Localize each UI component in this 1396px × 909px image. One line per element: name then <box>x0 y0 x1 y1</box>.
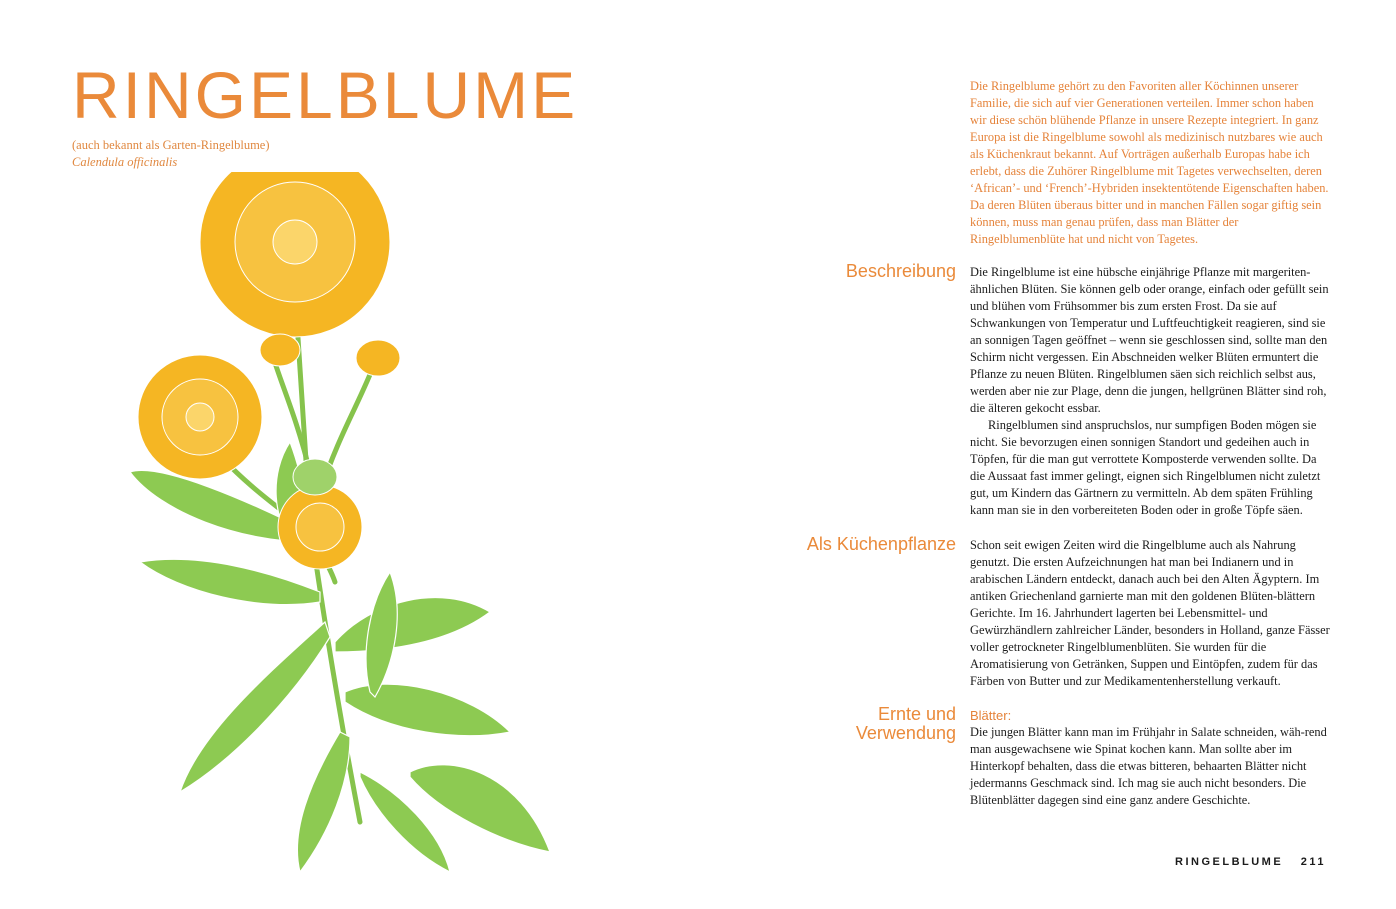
section-ernte-verwendung <box>970 707 1330 809</box>
page-number: 211 <box>1300 856 1326 868</box>
subheading-blaetter: Blätter: <box>970 708 1012 723</box>
section-kuechenpflanze <box>970 537 1330 690</box>
page-footer <box>1163 856 1326 868</box>
kuechenpflanze-paragraph-1: Schon seit ewigen Zeiten wird die Ringelblume auch als Nahrung genutzt. Die ersten Aufzeichnungen hat man bei Indianern und in arabischen Ländern entdeckt, danach auch bei den Alten Ägyptern. Im antiken Griechenland garnierte man mit den goldenen Blüten-blättern Gerichte. Im 16. Jahrhundert lagerten bei Lebensmittel- und Gewürzhändlern zahlreicher Länder, besonders in Holland, ganze Fässer voller getrockneter Ringelblumenblüten. Sie wurden für die Aromatisierung von Getränken, Suppen und Eintöpfen, zudem für das Färben von Butter und zur Medikamentenherstellung verkauft. <box>970 538 1330 688</box>
middle-flower <box>278 485 362 569</box>
intro-paragraph: Die Ringelblume gehört zu den Favoriten aller Köchinnen unserer Familie, die sich auf vier Generationen verteilen. Immer schon haben wir diese schön blühende Pflanze in unsere Rezepte integriert. In ganz Europa ist die Ringelblume sowohl als medizinisch nutzbares wie auch als Küchenkraut bekannt. Auf Vorträgen außerhalb Europas habe ich erlebt, dass die Zuhörer Ringelblume mit Tagetes verwechselten, deren ‘African’- und ‘French’-Hybriden insektentötende Eigenschaften haben. Da deren Blüten überaus bitter und in manchen Fällen sogar giftig sein können, muss man genau prüfen, dass man Blätter der Ringelblumenblüte hat und nicht von Tagetes. <box>970 79 1329 246</box>
common-name-subtitle: (auch bekannt als Garten-Ringelblume) <box>72 138 270 152</box>
heading-ernte-verwendung <box>756 705 956 743</box>
heading-ernte-line2: Verwendung <box>855 723 956 743</box>
heading-ernte-line1: Ernte und <box>877 704 956 724</box>
ernte-paragraph-1: Die jungen Blätter kann man im Frühjahr in Salate schneiden, wäh-rend man ausgewachsene wie Spinat kochen kann. Man sollte aber im Hinterkopf behalten, dass die etwas bitteren, behaarten Blätter nicht jedermanns Geschmack sind. Ich mag sie auch nicht besonders. Die Blütenblätter dagegen sind eine ganz andere Geschichte. <box>970 725 1327 807</box>
beschreibung-paragraph-2: Ringelblumen sind anspruchslos, nur sumpfigen Boden mögen sie nicht. Sie bevorzugen einen sonnigen Standort und gedeihen auch in Töpfen, für die man gut verrottete Komposterde verwenden sollte. Da die Aussaat fast immer gelingt, eignen sich Ringelblumen nicht zuletzt gut, um Kindern das Gärtnern zu vermitteln. Ab dem späten Frühling kann man sie in den vorbereiteten Boden oder in große Töpfe säen. <box>970 418 1321 517</box>
beschreibung-paragraph-1: Die Ringelblume ist eine hübsche einjährige Pflanze mit margeriten-ähnlichen Blüten. Sie können gelb oder orange, einfach oder gefüllt sein und blühen vom Frühsommer bis zum ersten Frost. Da sie auf Schwankungen von Temperatur und Luftfeuchtigkeit reagieren, sind sie an sonnigen Tagen geöffnet – wenn sie geschlossen sind, sollte man den Schirm nicht vergessen. Ein Abschneiden welker Blüten ermuntert die Pflanze zu neuen Blüten. Ringelblumen säen sich reichlich selbst aus, werden aber nie zur Plage, denn die jungen, hellgrünen Blätter sind roh, die älteren gekocht essbar. <box>970 265 1329 415</box>
left-flower <box>138 355 262 479</box>
running-title: RINGELBLUME <box>1175 856 1284 868</box>
calendula-illustration <box>120 172 560 892</box>
heading-kuechenpflanze: Als Küchenpflanze <box>806 534 956 554</box>
heading-beschreibung: Beschreibung <box>845 261 956 281</box>
section-beschreibung <box>970 264 1330 519</box>
top-flower <box>200 172 390 337</box>
page-title: RINGELBLUME <box>72 58 579 132</box>
latin-name: Calendula officinalis <box>72 155 178 169</box>
